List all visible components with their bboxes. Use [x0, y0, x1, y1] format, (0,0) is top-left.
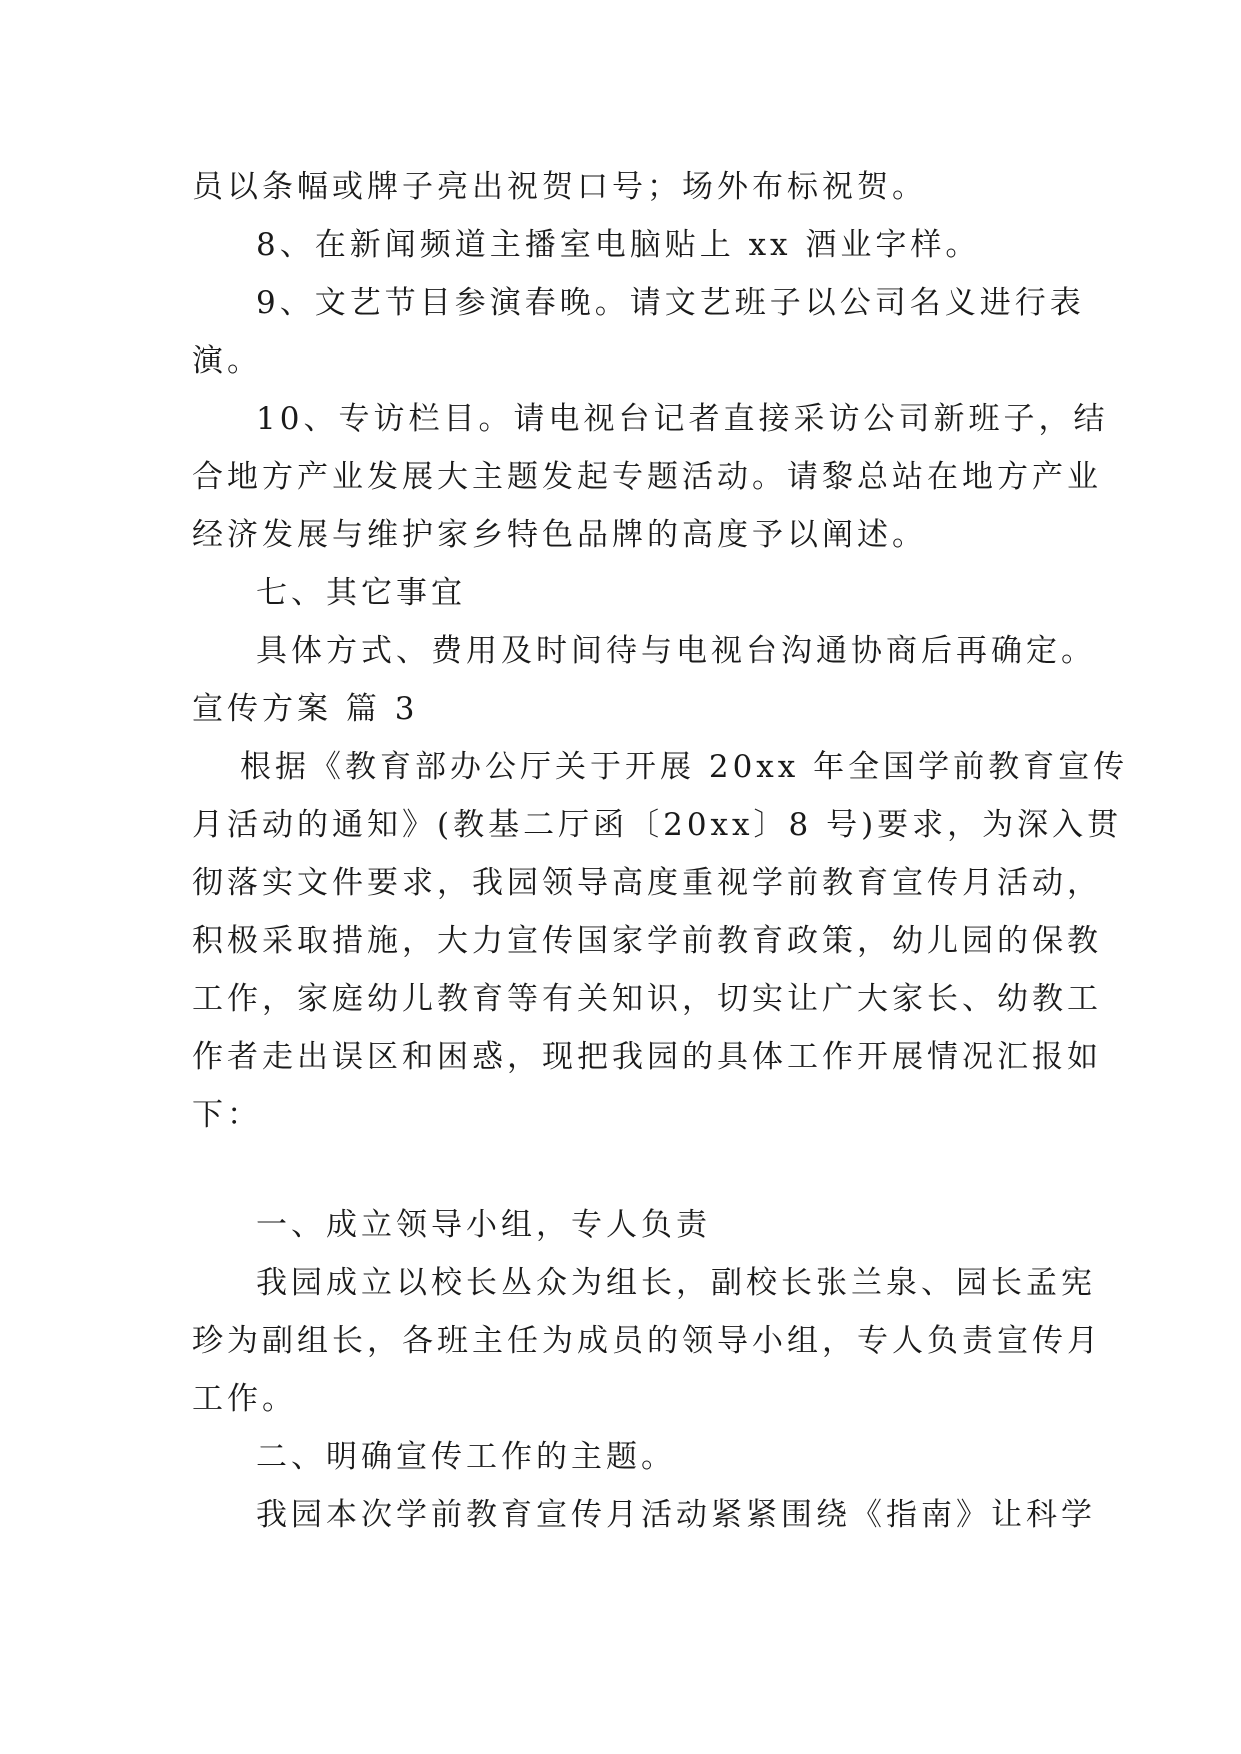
paragraph-gap: [192, 1144, 1062, 1196]
paragraph-line: 工作。: [192, 1381, 297, 1417]
paragraph-line: 演。: [192, 343, 262, 379]
paragraph-line: 工作，家庭幼儿教育等有关知识，切实让广大家长、幼教工: [192, 981, 1102, 1017]
paragraph-line: 彻落实文件要求，我园领导高度重视学前教育宣传月活动，: [192, 865, 1102, 901]
list-item-9: 9、文艺节目参演春晚。请文艺班子以公司名义进行表: [256, 285, 1085, 321]
paragraph-line: 积极采取措施，大力宣传国家学前教育政策，幼儿园的保教: [192, 923, 1102, 959]
paragraph-line: 合地方产业发展大主题发起专题活动。请黎总站在地方产业: [192, 459, 1102, 495]
list-item-8: 8、在新闻频道主播室电脑贴上 xx 酒业字样。: [256, 227, 981, 263]
paragraph-line: 我园成立以校长丛众为组长，副校长张兰泉、园长孟宪: [256, 1265, 1096, 1301]
section-heading: 一、成立领导小组，专人负责: [256, 1207, 711, 1243]
paragraph-line: 下：: [192, 1097, 262, 1133]
paragraph-line: 我园本次学前教育宣传月活动紧紧围绕《指南》让科学: [256, 1497, 1096, 1533]
paragraph-line: 月活动的通知》(教基二厅函〔20xx〕8 号)要求，为深入贯: [192, 807, 1123, 843]
paragraph-line: 珍为副组长，各班主任为成员的领导小组，专人负责宣传月: [192, 1323, 1102, 1359]
document-body: [192, 158, 1129, 1544]
section-heading: 七、其它事宜: [256, 575, 466, 611]
paragraph-line: 经济发展与维护家乡特色品牌的高度予以阐述。: [192, 517, 927, 553]
paragraph-line: 员以条幅或牌子亮出祝贺口号；场外布标祝贺。: [192, 169, 927, 205]
paragraph-line: 具体方式、费用及时间待与电视台沟通协商后再确定。: [256, 633, 1096, 669]
list-item-10: 10、专访栏目。请电视台记者直接采访公司新班子，结: [256, 401, 1109, 437]
paragraph-line: 作者走出误区和困惑，现把我园的具体工作开展情况汇报如: [192, 1039, 1102, 1075]
section-heading: 二、明确宣传工作的主题。: [256, 1439, 676, 1475]
article-title: 宣传方案 篇 3: [192, 691, 419, 727]
paragraph-line: 根据《教育部办公厅关于开展 20xx 年全国学前教育宣传: [240, 749, 1129, 785]
